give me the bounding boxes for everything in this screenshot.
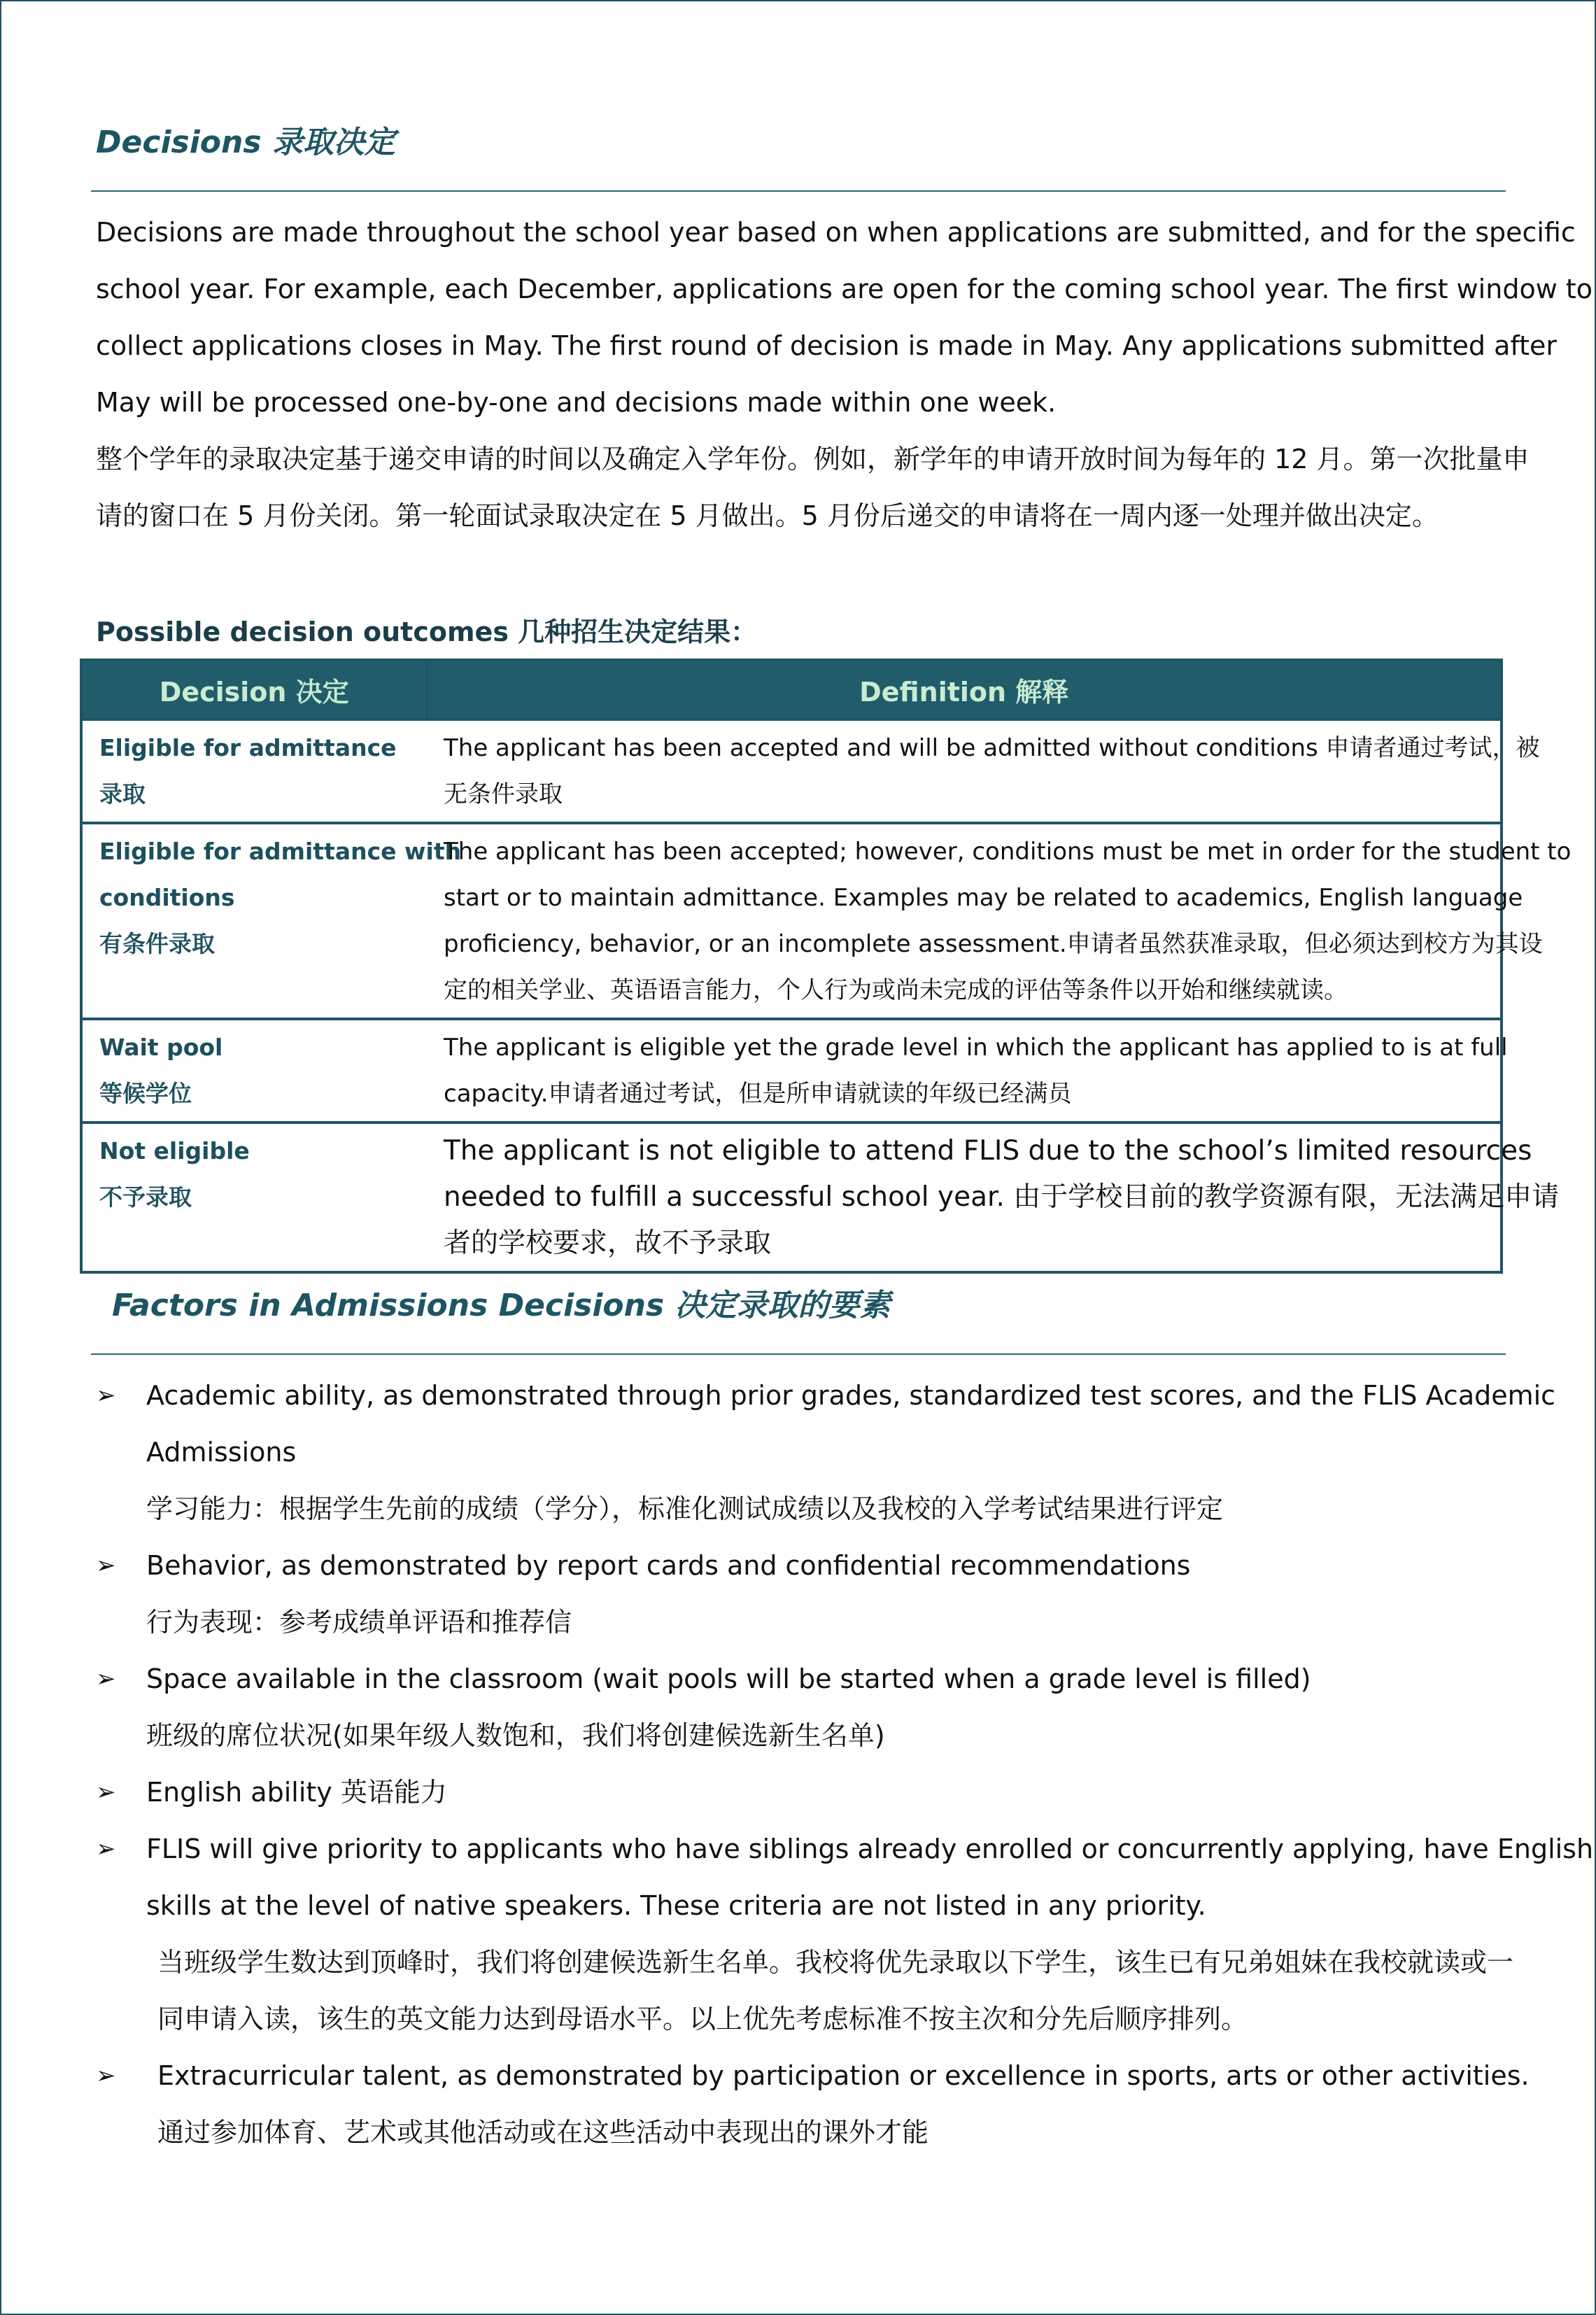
section-divider xyxy=(91,1353,1506,1355)
factor-line: Extracurricular talent, as demonstrated by participation or excellence in sports, arts or other activities. xyxy=(157,2060,1530,2091)
definition-line: The applicant is not eligible to attend FLIS due to the school’s limited resources xyxy=(444,1135,1532,1167)
factors-list xyxy=(96,1367,1594,2161)
decision-term: Not eligible xyxy=(99,1137,250,1164)
decision-term-zh: 有条件录取 xyxy=(99,930,215,957)
outcomes-heading: Possible decision outcomes 几种招生决定结果： xyxy=(96,617,758,647)
list-item xyxy=(96,1764,1516,1821)
definition-line: proficiency, behavior, or an incomplete assessment.申请者虽然获准录取，但必须达到校方为其设 xyxy=(444,930,1543,958)
definition-cell xyxy=(427,1123,1560,1272)
column-header-definition: Definition 解释 xyxy=(427,660,1502,719)
factor-zh-line: 学习能力：根据学生先前的成绩（学分），标准化测试成绩以及我校的入学考试结果进行评定 xyxy=(146,1493,1224,1524)
table-header-row xyxy=(81,660,1502,719)
definition-line: 无条件录取 xyxy=(444,780,563,808)
factor-text xyxy=(146,2048,1530,2104)
factor-zh-line: 当班级学生数达到顶峰时，我们将创建候选新生名单。我校将优先录取以下学生，该生已有兄弟姐妹在我校就读或一 xyxy=(157,1947,1514,1978)
definition-cell xyxy=(427,823,1572,1019)
table-row xyxy=(81,719,1502,823)
factor-text xyxy=(146,1821,1594,1934)
section-title-factors: Factors in Admissions Decisions 决定录取的要素 xyxy=(112,1288,891,1323)
factor-line: Admissions xyxy=(146,1437,297,1468)
paragraph-line: school year. For example, each December, applications are open for the coming school year. The first window to xyxy=(96,274,1593,304)
definition-line: 定的相关学业、英语语言能力，个人行为或尚未完成的评估等条件以开始和继续就读。 xyxy=(444,976,1348,1004)
factor-zh-line: 通过参加体育、艺术或其他活动或在这些活动中表现出的课外才能 xyxy=(157,2117,929,2148)
arrow-bullet-icon: ➢ xyxy=(96,1665,116,1693)
arrow-bullet-icon: ➢ xyxy=(96,1381,116,1409)
paragraph-line: May will be processed one-by-one and decisions made within one week. xyxy=(96,387,1057,418)
paragraph-line: collect applications closes in May. The first round of decision is made in May. Any applications submitted after xyxy=(96,330,1558,361)
definition-line: The applicant is eligible yet the grade level in which the applicant has applied to is at full xyxy=(444,1034,1508,1062)
list-item xyxy=(96,1367,1556,1538)
list-item xyxy=(96,1821,1594,2048)
factor-text xyxy=(146,1367,1556,1481)
table-row xyxy=(81,1019,1502,1123)
decision-cell xyxy=(81,719,427,823)
decision-term-zh: 不予录取 xyxy=(99,1183,192,1211)
arrow-bullet-icon: ➢ xyxy=(96,1778,116,1806)
decisions-paragraph xyxy=(96,204,1593,544)
decision-term-zh: 等候学位 xyxy=(99,1080,192,1107)
arrow-bullet-icon: ➢ xyxy=(96,1551,116,1579)
table-row xyxy=(81,1123,1502,1272)
decision-term: Eligible for admittance with xyxy=(99,838,462,865)
list-item xyxy=(96,1538,1516,1651)
factor-line: Behavior, as demonstrated by report cards and confidential recommendations xyxy=(146,1550,1191,1581)
arrow-bullet-icon: ➢ xyxy=(96,2062,116,2090)
decision-outcomes-table xyxy=(80,659,1572,1274)
definition-cell xyxy=(427,1019,1508,1123)
decision-term: Eligible for admittance xyxy=(99,734,397,761)
paragraph-line: 整个学年的录取决定基于递交申请的时间以及确定入学年份。例如，新学年的申请开放时间为每年的 12 月。第一次批量申 xyxy=(96,444,1530,474)
decision-cell xyxy=(81,1123,427,1272)
definition-line: The applicant has been accepted and will be admitted without conditions 申请者通过考试，被 xyxy=(444,734,1540,762)
column-header-decision: Decision 决定 xyxy=(81,660,427,719)
definition-line: start or to maintain admittance. Examples may be related to academics, English language xyxy=(444,884,1523,912)
factor-text xyxy=(146,1538,1516,1594)
factor-zh-line: 同申请入读，该生的英文能力达到母语水平。以上优先考虑标准不按主次和分先后顺序排列。 xyxy=(157,2004,1248,2034)
section-title-decisions: Decisions 录取决定 xyxy=(96,125,395,160)
factor-line: Academic ability, as demonstrated through prior grades, standardized test scores, and the FLIS Academic xyxy=(146,1380,1556,1411)
definition-line: The applicant has been accepted; however, conditions must be met in order for the student to xyxy=(444,838,1572,866)
definition-line: 者的学校要求，故不予录取 xyxy=(444,1227,772,1259)
decision-term: Wait pool xyxy=(99,1034,223,1061)
factor-line: FLIS will give priority to applicants who have siblings already enrolled or concurrently applying, have English xyxy=(146,1834,1594,1864)
factor-text xyxy=(146,1651,1516,1708)
definition-line: needed to fulfill a successful school year. 由于学校目前的教学资源有限，无法满足申请 xyxy=(444,1181,1560,1213)
decision-term-zh: 录取 xyxy=(99,780,146,808)
table-row xyxy=(81,823,1502,1019)
decision-term: conditions xyxy=(99,884,235,911)
factor-line: skills at the level of native speakers. These criteria are not listed in any priority. xyxy=(146,1890,1206,1921)
factor-line: English ability 英语能力 xyxy=(146,1777,447,1808)
paragraph-line: 请的窗口在 5 月份关闭。第一轮面试录取决定在 5 月做出。5 月份后递交的申请将在一周内逐一处理并做出决定。 xyxy=(96,500,1439,531)
definition-line: capacity.申请者通过考试，但是所申请就读的年级已经满员 xyxy=(444,1080,1072,1108)
decision-cell xyxy=(81,1019,427,1123)
list-item xyxy=(96,1651,1516,1764)
arrow-bullet-icon: ➢ xyxy=(96,1835,116,1863)
section-divider xyxy=(91,190,1506,192)
list-item xyxy=(96,2048,1530,2161)
factor-zh-line: 行为表现：参考成绩单评语和推荐信 xyxy=(146,1607,572,1638)
paragraph-line: Decisions are made throughout the school year based on when applications are submitted, and for the specific xyxy=(96,217,1576,248)
factor-text xyxy=(146,1764,1516,1821)
factor-line: Space available in the classroom (wait pools will be started when a grade level is filled) xyxy=(146,1663,1311,1694)
decision-cell xyxy=(81,823,462,1019)
factor-zh-line: 班级的席位状况(如果年级人数饱和，我们将创建候选新生名单) xyxy=(146,1720,885,1751)
definition-cell xyxy=(427,719,1540,823)
